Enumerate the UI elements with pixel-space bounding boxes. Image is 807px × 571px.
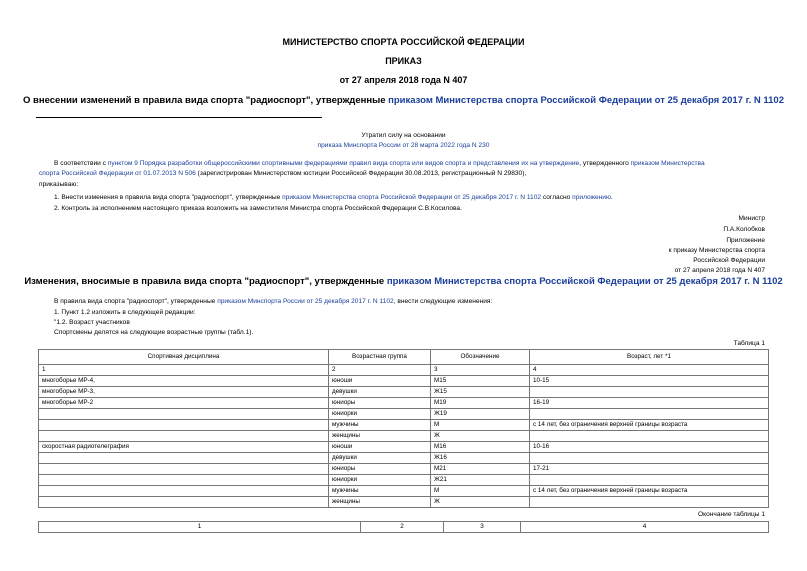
- table-row: [39, 387, 769, 398]
- table-row: [39, 431, 769, 442]
- table-cell: юниорки: [329, 409, 431, 420]
- changes-title-link[interactable]: приказом Министерства спорта Российской Федерации от 25 декабря 2017 г. N 1102: [386, 276, 783, 287]
- table-row: [39, 420, 769, 431]
- column-number: 4: [530, 365, 769, 376]
- changes-intro-text: В правила вида спорта "радиоспорт", утвержденные: [54, 298, 218, 305]
- table-end-caption: Окончание таблицы 1: [698, 511, 765, 518]
- table-cell: многоборье МР-3,: [39, 387, 329, 398]
- table-cell: М: [431, 486, 530, 497]
- order-item-2: 2. Контроль за исполнением настоящего приказа возложить на заместителя Министра спорта Российской Федерации С.В.Косилова.: [54, 205, 462, 212]
- table-cell: Ж: [431, 431, 530, 442]
- table-cell: [39, 497, 329, 508]
- signature-name: П.А.Колобков: [723, 226, 765, 233]
- preamble-text: (зарегистрирован Министерством юстиции Российской Федерации 30.08.2013, регистрационный N 29830),: [195, 170, 527, 177]
- table-cell: М: [431, 420, 530, 431]
- table-cell: М19: [431, 398, 530, 409]
- appendix-label: Приложение: [726, 237, 765, 244]
- table-cell: юниоры: [329, 398, 431, 409]
- preamble-text: В соответствии с: [54, 160, 108, 167]
- table-row: [39, 442, 769, 453]
- table-cell: М15: [431, 376, 530, 387]
- changes-intro-link[interactable]: приказом Минспорта России от 25 декабря 2017 г. N 1102: [217, 298, 394, 305]
- order-title-link[interactable]: приказом Министерства спорта Российской Федерации от 25 декабря 2017 г. N 1102: [388, 95, 784, 106]
- age-groups-table: [38, 349, 769, 508]
- table-cell: мужчины: [329, 486, 431, 497]
- lost-force-link-line: [0, 141, 807, 150]
- table-end: [38, 521, 769, 533]
- table-cell: девушки: [329, 387, 431, 398]
- ministry-heading: МИНИСТЕРСТВО СПОРТА РОССИЙСКОЙ ФЕДЕРАЦИИ: [282, 37, 525, 47]
- table-row: [39, 376, 769, 387]
- table-cell: [530, 475, 769, 486]
- column-number: 3: [444, 522, 521, 533]
- table-row: [39, 398, 769, 409]
- changes-quote: "1.2. Возраст участников: [54, 319, 130, 326]
- table1-caption: Таблица 1: [733, 340, 765, 347]
- changes-title-text: Изменения, вносимые в правила вида спорта "радиоспорт", утвержденные: [24, 276, 387, 287]
- table-cell: женщины: [329, 431, 431, 442]
- table-cell: М21: [431, 464, 530, 475]
- appendix-line-3: от 27 апреля 2018 года N 407: [674, 267, 765, 274]
- table-cell: многоборье МР-2: [39, 398, 329, 409]
- table-cell: 17-21: [530, 464, 769, 475]
- table-cell: Ж21: [431, 475, 530, 486]
- signature-position: Министр: [738, 215, 765, 222]
- changes-intro-text: , внести следующие изменения:: [393, 298, 493, 305]
- column-number: 2: [329, 365, 431, 376]
- table-cell: [530, 453, 769, 464]
- table-cell: женщины: [329, 497, 431, 508]
- table-cell: [39, 486, 329, 497]
- table-number-row: [39, 365, 769, 376]
- table-cell: девушки: [329, 453, 431, 464]
- order-date-number: от 27 апреля 2018 года N 407: [339, 75, 468, 85]
- changes-title: [0, 276, 807, 287]
- table-cell: мужчины: [329, 420, 431, 431]
- column-number: 1: [39, 365, 329, 376]
- order-item-1-text: 1. Внести изменения в правила вида спорта "радиоспорт", утвержденные: [54, 194, 283, 201]
- table-cell: М16: [431, 442, 530, 453]
- preamble-line-2: [39, 169, 779, 178]
- table-cell: Ж: [431, 497, 530, 508]
- table-row: [39, 497, 769, 508]
- order-item-1: [54, 193, 613, 202]
- table-cell: с 14 лет, без ограничения верхней границы возраста: [530, 486, 769, 497]
- table-cell: [39, 431, 329, 442]
- table-row: [39, 453, 769, 464]
- preamble-line-1: [54, 159, 774, 168]
- lost-force-text: Утратил силу на основании: [361, 132, 446, 139]
- order-item-1-text: .: [610, 194, 613, 201]
- table-row: [39, 486, 769, 497]
- column-number: 3: [431, 365, 530, 376]
- table-row: [39, 409, 769, 420]
- column-number: 4: [521, 522, 769, 533]
- table-cell: 16-19: [530, 398, 769, 409]
- table-cell: Ж16: [431, 453, 530, 464]
- ministry-order-link[interactable]: приказом Министерства: [630, 160, 705, 167]
- order-title: [0, 95, 807, 106]
- changes-item-1: 1. Пункт 1.2 изложить в следующей редакции:: [54, 309, 196, 316]
- table-cell: [39, 409, 329, 420]
- table-cell: скоростная радиотелеграфия: [39, 442, 329, 453]
- column-number: 2: [361, 522, 444, 533]
- order-title-text: О внесении изменений в правила вида спорта "радиоспорт", утвержденные: [23, 95, 389, 106]
- table-cell: [530, 497, 769, 508]
- column-number: 1: [39, 522, 361, 533]
- ministry-order-link-cont[interactable]: спорта Российской Федерации от 01.07.2013 N 506: [39, 170, 196, 177]
- table-cell: многоборье МР-4,: [39, 376, 329, 387]
- appendix-line-2: Российской Федерации: [693, 257, 765, 264]
- preamble-text: , утвержденного: [579, 160, 631, 167]
- column-header: Спортивная дисциплина: [39, 350, 329, 365]
- table-cell: 10-16: [530, 442, 769, 453]
- column-header: Возраст, лет *1: [530, 350, 769, 365]
- table-cell: [39, 453, 329, 464]
- procedure-link[interactable]: пунктом 9 Порядка разработки общероссийскими спортивными федерациями правил вида спорта или видов спорта и представления их на утверждение: [107, 160, 580, 167]
- table-row: [39, 464, 769, 475]
- table-cell: юноши: [329, 376, 431, 387]
- table-cell: [530, 409, 769, 420]
- preamble-order-word: приказываю:: [39, 181, 79, 188]
- table-cell: [39, 420, 329, 431]
- table-cell: юниорки: [329, 475, 431, 486]
- appendix-link[interactable]: приложению: [572, 194, 611, 201]
- table-cell: с 14 лет, без ограничения верхней границы возраста: [530, 420, 769, 431]
- table-row: [39, 475, 769, 486]
- table-cell: [530, 431, 769, 442]
- table-cell: [39, 464, 329, 475]
- changes-note: Спортсмены делятся на следующие возрастные группы (табл.1).: [54, 329, 254, 336]
- table-cell: [39, 475, 329, 486]
- divider: [36, 117, 322, 118]
- column-header: Возрастная группа: [329, 350, 431, 365]
- order-item-1-link[interactable]: приказом Министерства спорта Российской Федерации от 25 декабря 2017 г. N 1102: [282, 194, 542, 201]
- table-header-row: [39, 350, 769, 365]
- appendix-line-1: к приказу Министерства спорта: [668, 247, 765, 254]
- table-cell: Ж19: [431, 409, 530, 420]
- table-cell: юноши: [329, 442, 431, 453]
- table-cell: 10-15: [530, 376, 769, 387]
- table-cell: [530, 387, 769, 398]
- table-cell: Ж15: [431, 387, 530, 398]
- order-item-1-text: согласно: [541, 194, 573, 201]
- column-header: Обозначение: [431, 350, 530, 365]
- table-number-row: [39, 522, 769, 533]
- table-cell: юниоры: [329, 464, 431, 475]
- lost-force-link[interactable]: приказа Минспорта России от 28 марта 2022 года N 230: [317, 142, 490, 149]
- doc-type-heading: ПРИКАЗ: [385, 56, 422, 66]
- changes-intro: [54, 297, 492, 306]
